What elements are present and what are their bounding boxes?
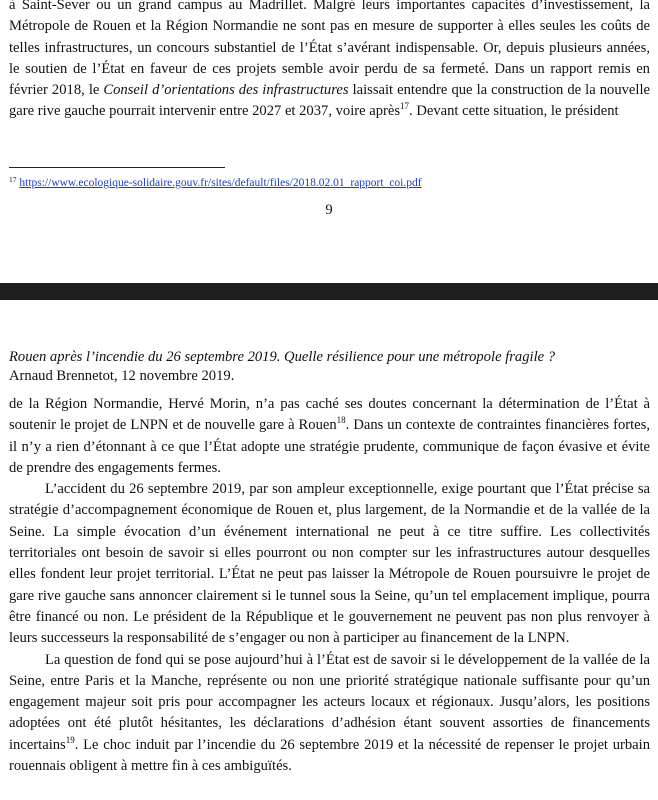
header-title: Rouen après l’incendie du 26 septembre 2019. Quelle résilience pour une métropole fragile ?: [9, 349, 556, 365]
footnote-ref[interactable]: 17: [400, 101, 410, 112]
page-10-body-text: [9, 394, 650, 777]
page-number: 9: [325, 202, 333, 218]
paragraph: [9, 394, 650, 479]
running-header: [9, 348, 555, 386]
paragraph: [9, 0, 650, 123]
text-line: supporter à elles seules les coûts de telles infrastructures, un concours substantiel de l’État: [9, 18, 650, 56]
paragraph-text: . Le choc induit par l’incendie du 26 septembre 2019 et la nécessité de repenser le projet urbain rouennais obligent à mettre fin à ces ambiguïtés.: [9, 736, 650, 775]
footnote-link[interactable]: https://www.ecologique-solidaire.gouv.fr/sites/default/files/2018.02.01_rapport_coi.pdf: [19, 177, 422, 189]
page-9: [0, 0, 658, 283]
footnote-ref[interactable]: 18: [336, 415, 346, 426]
footnote: [9, 176, 422, 190]
text-line: semble avoir perdu de sa fermeté. Dans un rapport remis en février 2018, le: [9, 60, 650, 99]
text-line: d’investissement, la Métropole de Rouen et la Région Normandie ne sont pas en mesure de: [9, 0, 650, 35]
text-line: s’avérant indispensable. Or, depuis plusieurs années, le soutien de l’État en faveur de ces projets: [9, 39, 650, 77]
page-9-body-text: [9, 0, 650, 123]
header-author: Arnaud Brennetot, 12 novembre 2019.: [9, 368, 235, 384]
page-10: [0, 300, 658, 800]
paragraph-text: La question de fond qui se pose aujourd’hui à l’État est de savoir si le développement de la vallée de la Seine, entre Paris et la Manche, représente ou non une priorité stratégique nationale suffisante pour qu’un engagement majeur soit pris pour accompagner les acteurs locaux et régionaux. Jusqu’alors, les positions adoptées ont été plutôt hésitantes, les déclarations d’adhésion étant souvent assorties de financements incertains: [9, 651, 650, 753]
paragraph: L’accident du 26 septembre 2019, par son ampleur exceptionnelle, exige pourtant que l’État précise sa stratégie d’accompagnement économique de Rouen et, plus largement, de la Normandie et de la vallée de la Seine. La simple évocation d’un événement international ne peut à ce titre suffire. Les collectivités territoriales ont besoin de savoir si elles pourront ou non compter sur les infrastructures autour desquelles elles fondent leur projet territorial. L’État ne peut pas laisser la Métropole de Rouen poursuivre le projet de gare rive gauche sans annoncer clairement si le tunnel sous la Seine, qu’un tel emplacement implique, pourra être financé ou non. Le président de la République et le gouvernement ne peuvent pas non plus renvoyer à leurs successeurs la responsabilité de s’engager ou non à participer au financement de la LNPN.: [9, 481, 650, 647]
text-line: . Devant cette situation, le président: [409, 103, 619, 120]
italic-term: Conseil: [103, 82, 148, 99]
text-line: gauche pourrait intervenir entre 2027 et 2037, voire après: [64, 103, 401, 120]
paragraph-text: de la Région Normandie, Hervé Morin, n’a pas caché ses doutes concernant la détermination de l’État à soutenir le projet de LNPN et de nouvelle gare à Rouen: [9, 396, 650, 434]
footnote-divider: [9, 167, 225, 168]
text-line: laissait entendre que la construction de la nouvelle gare rive: [9, 82, 650, 120]
footnote-ref[interactable]: 19: [65, 734, 75, 745]
text-line: à Saint-Sever ou un grand campus au Madrillet. Malgré leurs importantes capacités: [9, 0, 526, 13]
italic-term: d’orientations des infrastructures: [152, 82, 349, 99]
paragraph: [9, 650, 650, 778]
footnote-number: 17: [9, 175, 17, 184]
paragraph-text: . Dans un contexte de contraintes financières fortes, il n’y a rien d’étonnant à ce que l’État adopte une stratégie prudente, communique de façon évasive et évite de prendre des engagements fermes.: [9, 417, 650, 476]
page-separator: [0, 283, 658, 300]
